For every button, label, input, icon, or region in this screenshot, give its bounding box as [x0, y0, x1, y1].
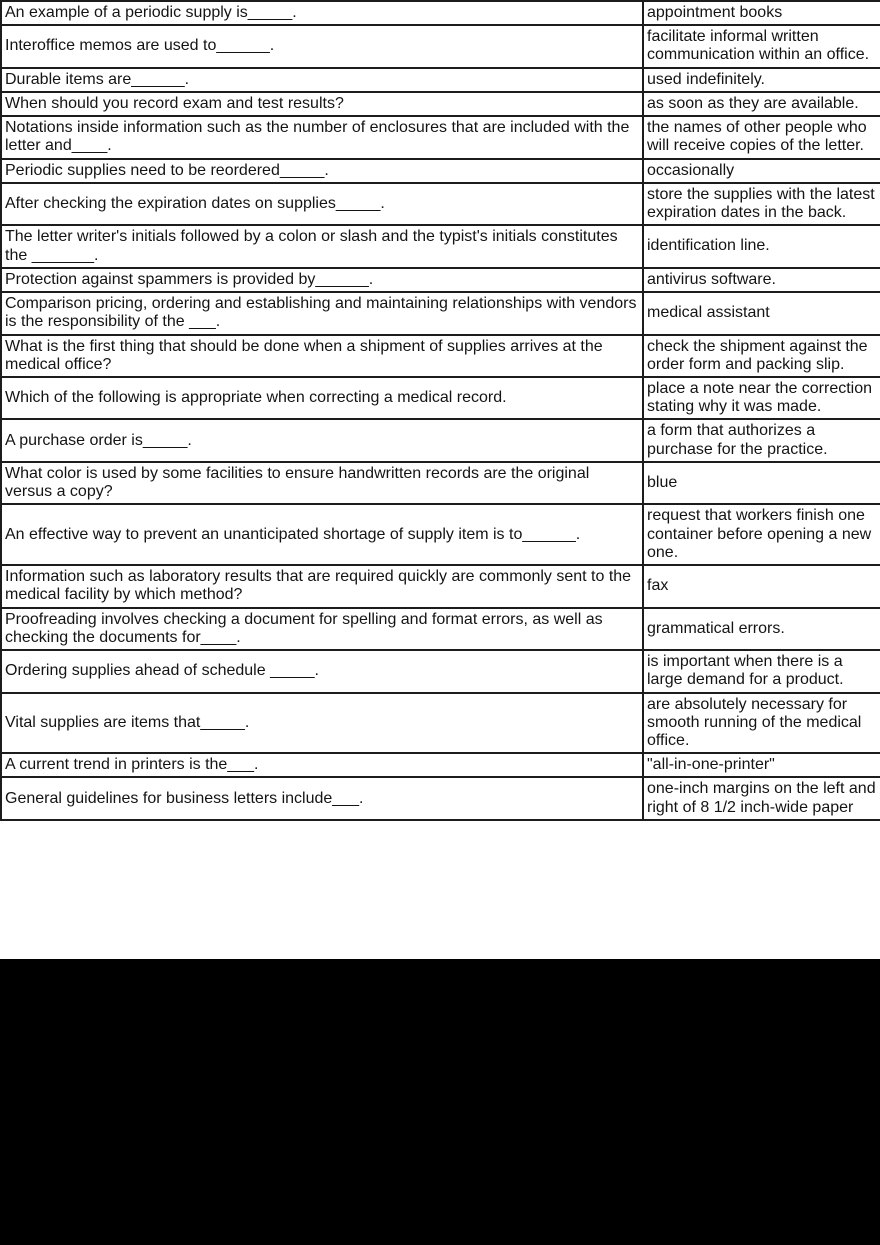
table-row: [1, 225, 880, 267]
answer-cell: identification line.: [643, 225, 880, 267]
question-cell: Comparison pricing, ordering and establishing and maintaining relationships with vendors is the responsibility of the ___.: [1, 292, 643, 334]
table-row: [1, 419, 880, 461]
answer-cell: request that workers finish one container before opening a new one.: [643, 504, 880, 565]
answer-cell: medical assistant: [643, 292, 880, 334]
table-row: [1, 268, 880, 292]
table-row: [1, 650, 880, 692]
question-cell: A current trend in printers is the___.: [1, 753, 643, 777]
question-cell: What color is used by some facilities to ensure handwritten records are the original versus a copy?: [1, 462, 643, 504]
question-cell: When should you record exam and test results?: [1, 92, 643, 116]
answer-cell: appointment books: [643, 1, 880, 25]
answer-cell: fax: [643, 565, 880, 607]
answer-cell: store the supplies with the latest expiration dates in the back.: [643, 183, 880, 225]
table-row: [1, 183, 880, 225]
question-cell: Proofreading involves checking a document for spelling and format errors, as well as checking the documents for____.: [1, 608, 643, 650]
table-row: [1, 777, 880, 819]
question-cell: Periodic supplies need to be reordered_____.: [1, 159, 643, 183]
table-row: [1, 753, 880, 777]
question-cell: Information such as laboratory results that are required quickly are commonly sent to the medical facility by which method?: [1, 565, 643, 607]
answer-cell: is important when there is a large demand for a product.: [643, 650, 880, 692]
question-cell: An effective way to prevent an unanticipated shortage of supply item is to______.: [1, 504, 643, 565]
question-cell: Which of the following is appropriate when correcting a medical record.: [1, 377, 643, 419]
question-cell: What is the first thing that should be done when a shipment of supplies arrives at the medical office?: [1, 335, 643, 377]
answer-cell: place a note near the correction stating why it was made.: [643, 377, 880, 419]
answer-cell: used indefinitely.: [643, 68, 880, 92]
table-row: [1, 377, 880, 419]
question-cell: Notations inside information such as the number of enclosures that are included with the letter and____.: [1, 116, 643, 158]
table-row: [1, 159, 880, 183]
qa-table-body: [1, 1, 880, 820]
question-cell: Durable items are______.: [1, 68, 643, 92]
answer-cell: the names of other people who will receive copies of the letter.: [643, 116, 880, 158]
table-row: [1, 292, 880, 334]
table-row: [1, 504, 880, 565]
answer-cell: blue: [643, 462, 880, 504]
question-cell: Protection against spammers is provided by______.: [1, 268, 643, 292]
table-row: [1, 68, 880, 92]
table-row: [1, 25, 880, 67]
table-row: [1, 335, 880, 377]
question-cell: Vital supplies are items that_____.: [1, 693, 643, 754]
table-row: [1, 608, 880, 650]
answer-cell: facilitate informal written communication within an office.: [643, 25, 880, 67]
answer-cell: a form that authorizes a purchase for the practice.: [643, 419, 880, 461]
answer-cell: grammatical errors.: [643, 608, 880, 650]
answer-cell: one-inch margins on the left and right of 8 1/2 inch-wide paper: [643, 777, 880, 819]
answer-cell: are absolutely necessary for smooth running of the medical office.: [643, 693, 880, 754]
table-row: [1, 92, 880, 116]
table-row: [1, 693, 880, 754]
question-cell: After checking the expiration dates on supplies_____.: [1, 183, 643, 225]
answer-cell: check the shipment against the order form and packing slip.: [643, 335, 880, 377]
table-row: [1, 116, 880, 158]
answer-cell: occasionally: [643, 159, 880, 183]
answer-cell: "all-in-one-printer": [643, 753, 880, 777]
question-cell: The letter writer's initials followed by a colon or slash and the typist's initials constitutes the _______.: [1, 225, 643, 267]
table-row: [1, 565, 880, 607]
answer-cell: antivirus software.: [643, 268, 880, 292]
question-cell: An example of a periodic supply is_____.: [1, 1, 643, 25]
black-footer-bar: [0, 959, 880, 1245]
table-row: [1, 1, 880, 25]
question-cell: Ordering supplies ahead of schedule _____.: [1, 650, 643, 692]
question-cell: A purchase order is_____.: [1, 419, 643, 461]
question-cell: Interoffice memos are used to______.: [1, 25, 643, 67]
answer-cell: as soon as they are available.: [643, 92, 880, 116]
table-row: [1, 462, 880, 504]
question-cell: General guidelines for business letters include___.: [1, 777, 643, 819]
